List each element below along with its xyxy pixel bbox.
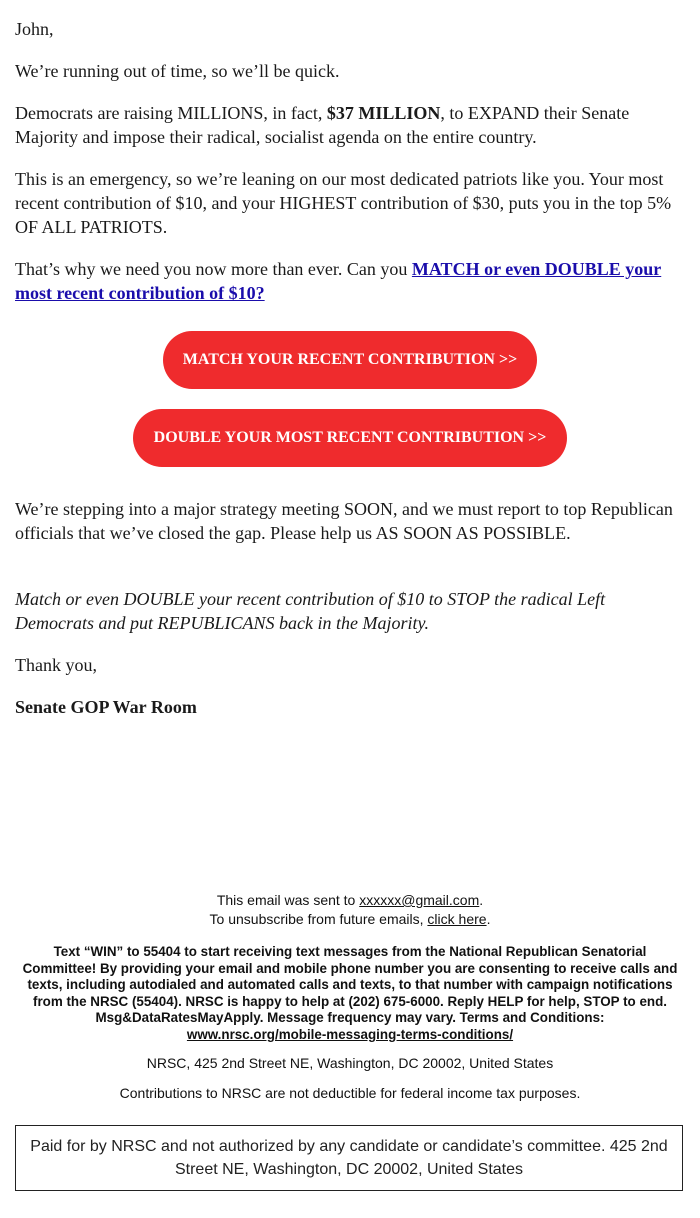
raising-paragraph (15, 101, 680, 149)
sent-to-label: This email was sent to (216, 892, 360, 908)
raising-text-start: Democrats are raising MILLIONS, in fact, (15, 103, 327, 123)
closing: Thank you, (15, 655, 97, 675)
meeting-paragraph: We’re stepping into a major strategy meeting SOON, and we must report to top Republican officials that we’ve closed the gap. Please help us AS SOON AS POSSIBLE. (15, 499, 673, 543)
match-contribution-button[interactable]: MATCH YOUR RECENT CONTRIBUTION >> (163, 331, 537, 389)
ask-paragraph (15, 257, 680, 305)
raising-text-end: , to EXPAND their Senate Majority and impose their radical, socialist agenda on the entire country. (15, 103, 630, 147)
sms-text: Text “WIN” to 55404 to start receiving text messages from the National Republican Senatorial Committee! By providing your email and mobile phone number you are consenting to receive calls and texts, including autodialed and automated calls and texts, to that number with campaign notifications from the NRSC (55404). NRSC is happy to help at (202) 675-6000. Reply HELP for help, STOP to end. Msg&DataRatesMayApply. Message frequency may vary. Terms and Conditions: (22, 944, 678, 1026)
intro-paragraph: We’re running out of time, so we’ll be quick. (15, 61, 340, 81)
unsubscribe-label: To unsubscribe from future emails, (209, 911, 428, 927)
signature: Senate GOP War Room (15, 697, 197, 717)
paid-for-disclaimer (15, 1125, 683, 1191)
tax-note: Contributions to NRSC are not deductible for federal income tax purposes. (119, 1085, 581, 1101)
unsubscribe-period: . (486, 911, 491, 927)
unsubscribe-link[interactable]: click here (427, 911, 487, 927)
match-or-double-link[interactable]: MATCH or even DOUBLE your most recent contribution of $10? (15, 259, 662, 303)
amount-highlight: $37 MILLION (326, 103, 441, 123)
ask-text: That’s why we need you now more than ever. Can you (15, 259, 412, 279)
double-contribution-button[interactable]: DOUBLE YOUR MOST RECENT CONTRIBUTION >> (133, 409, 567, 467)
footer-recipient-info (15, 891, 685, 929)
paid-for-text: Paid for by NRSC and not authorized by any candidate or candidate’s committee. 425 2nd Street NE, Washington, DC 20002, United States (30, 1138, 668, 1178)
salutation: John, (15, 19, 54, 39)
sent-to-period: . (479, 892, 484, 908)
recipient-email-link[interactable]: xxxxxx@gmail.com (359, 892, 480, 908)
sms-disclosure (15, 944, 685, 1044)
unsubscribe-line (15, 910, 685, 929)
terms-link[interactable]: www.nrsc.org/mobile-messaging-terms-conditions/ (186, 1026, 514, 1042)
emergency-paragraph: This is an emergency, so we’re leaning on our most dedicated patriots like you. Your most recent contribution of $10, and your HIGHEST contribution of $30, puts you in the top 5% OF ALL PATRIOTS. (15, 169, 672, 237)
sent-to-line (15, 891, 685, 910)
italic-ask-paragraph: Match or even DOUBLE your recent contribution of $10 to STOP the radical Left Democrats and put REPUBLICANS back in the Majority. (15, 589, 606, 633)
footer-address: NRSC, 425 2nd Street NE, Washington, DC 20002, United States (146, 1055, 554, 1071)
